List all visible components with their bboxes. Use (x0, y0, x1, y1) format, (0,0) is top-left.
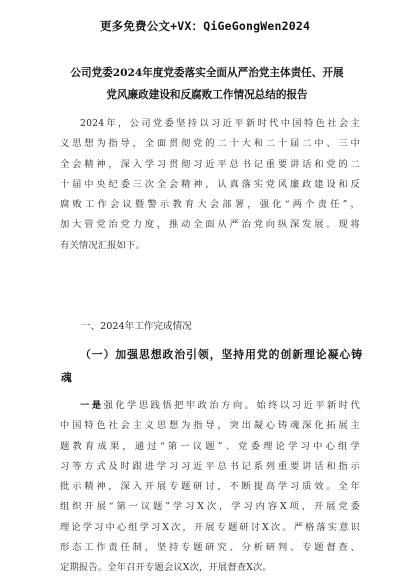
paragraph-line: 有关情况汇报如下。 (60, 239, 146, 251)
intro-paragraph (60, 114, 360, 256)
paragraph-line: 腐败工作会议暨警示教育大会部署，强化“两个责任”， (60, 199, 360, 211)
paragraph-line: 形态工作责任制，坚持专题研究、分析研判、专题督查、 (60, 542, 360, 554)
paragraph-line: 2024年，公司党委坚持以习近平新时代中国特色社会主 (80, 118, 360, 129)
paragraph-line: 组织开展“第一议题”学习X次，学习内容X项，开展党委 (60, 501, 360, 513)
paragraph-line: 中国特色社会主义思想为指导，突出凝心铸魂深化拓展主 (60, 420, 360, 432)
watermark-header: 更多免费公文+VX：QiGeGongWen2024 (99, 19, 311, 33)
paragraph-lead: 一是 (80, 400, 104, 411)
document-title-line-2: 党风廉政建设和反腐败工作情况总结的报告 (106, 89, 308, 101)
paragraph-1 (60, 396, 360, 579)
paragraph-line-rest: 强化学思践悟把牢政治方向。始终以习近平新时代 (103, 400, 360, 411)
paragraph-line: 批示精神，深入开展专题研讨，不断提高学习质效。全年 (60, 481, 360, 493)
paragraph-line: 习等方式及时跟进学习习近平总书记系列重要讲话和指示 (60, 460, 360, 472)
subsection-heading-line-1: （一）加强思想政治引领，坚持用党的创新理论凝心铸 (80, 348, 362, 361)
paragraph-line: 理论学习中心组学习X次，开展专题研讨X次。严格落实意识 (60, 521, 360, 533)
section-heading-1: 一、2024年工作完成情况 (81, 321, 192, 332)
paragraph-line: 定期报告。全年召开专题会议X次，开展督查X次。 (60, 562, 272, 574)
paragraph-line: 全会精神，深入学习贯彻习近平总书记重要讲话和党的二 (60, 158, 360, 170)
subsection-heading-line-2: 魂 (61, 371, 72, 384)
paragraph-line: 十届中央纪委三次全会精神，认真落实党风廉政建设和反 (60, 178, 360, 190)
paragraph-line (60, 396, 360, 416)
paragraph-line: 题教育成果，通过“第一议题”、党委理论学习中心组学 (60, 440, 360, 452)
paragraph-line: 义思想为指导，全面贯彻党的二十大和二十届二中、三中 (60, 138, 360, 150)
paragraph-line: 加大管党治党力度，推动全面从严治党向纵深发展。现将 (60, 219, 360, 231)
document-title-line-1: 公司党委2024年度党委落实全面从严治党主体责任、开展 (70, 67, 344, 79)
